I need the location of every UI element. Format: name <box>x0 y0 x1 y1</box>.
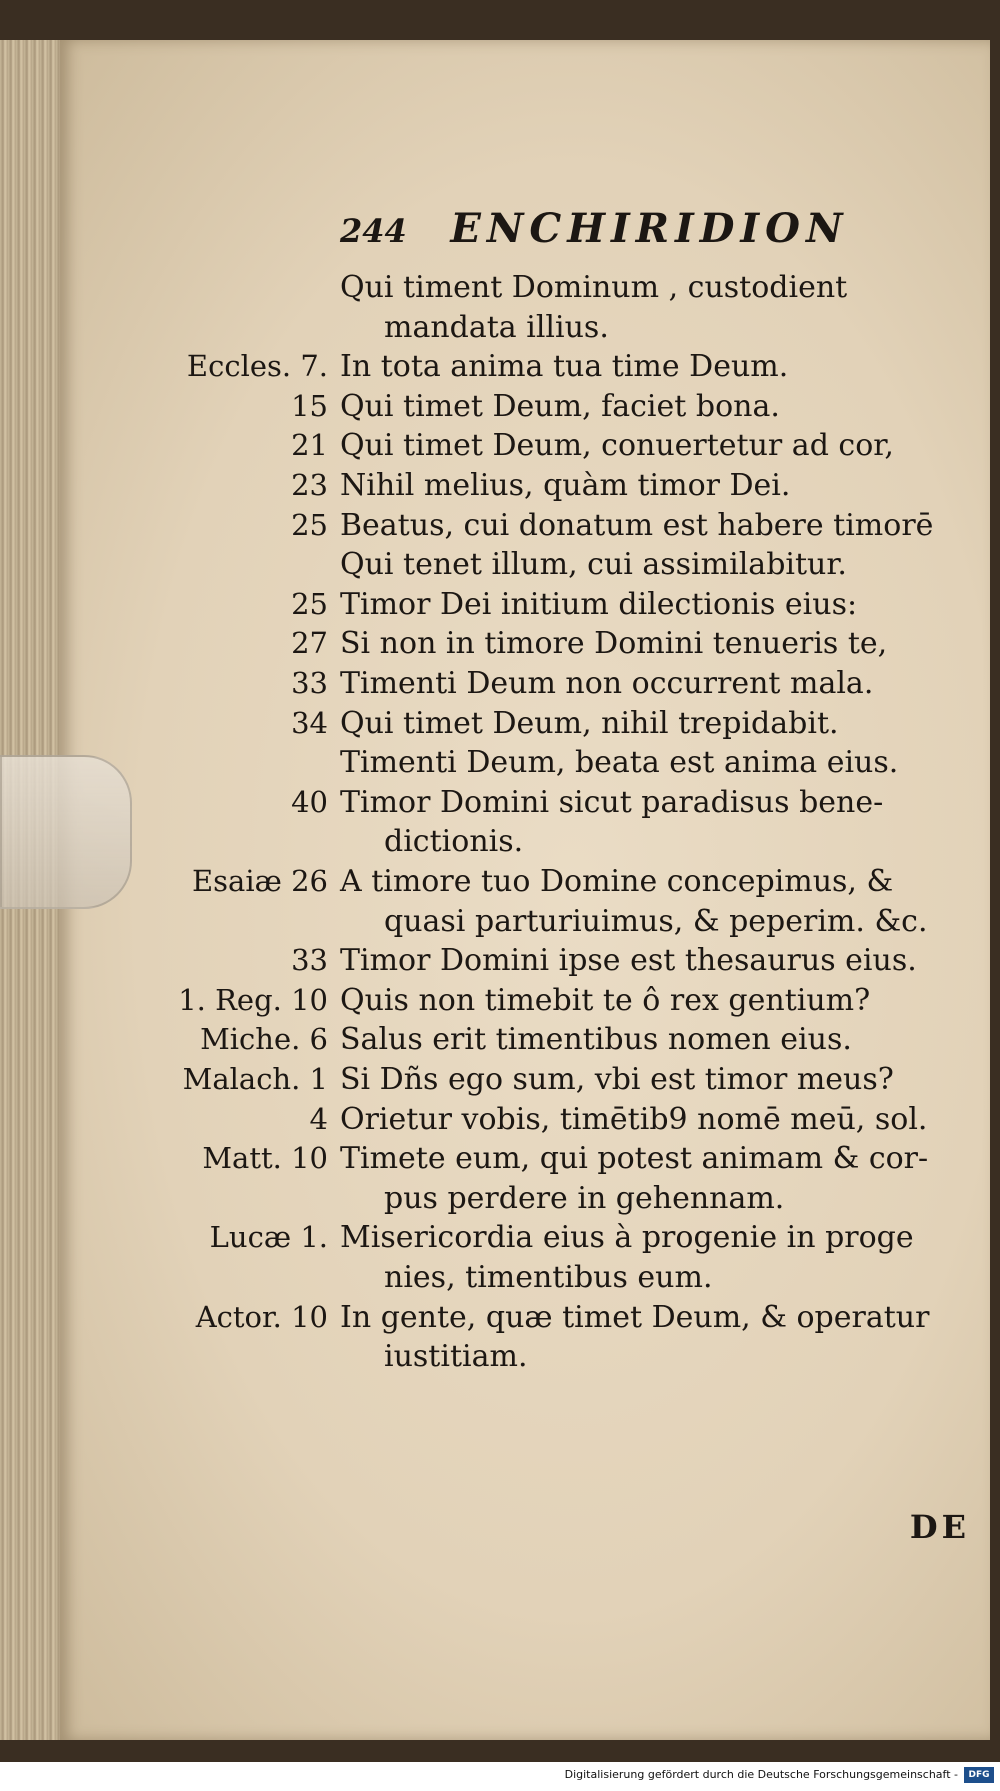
text-row <box>0 1260 1000 1300</box>
text-line: A timore tuo Domine concepimus, & <box>340 864 894 899</box>
text-line: iustitiam. <box>384 1339 528 1375</box>
text-line: Si Dñs ego sum, vbi est timor meus? <box>340 1062 894 1097</box>
text-line: quasi parturiuimus, & peperim. &c. <box>384 903 928 939</box>
text-row <box>0 428 1000 468</box>
margin-reference: 25 <box>291 507 328 542</box>
margin-reference: 23 <box>291 468 328 502</box>
margin-reference: 15 <box>291 388 328 423</box>
text-line: Timenti Deum non occurrent mala. <box>340 666 874 701</box>
text-line: Timor Dei initium dilectionis eius: <box>340 586 858 622</box>
margin-reference: 4 <box>309 1101 328 1136</box>
text-row <box>0 1062 1000 1102</box>
text-line: Si non in timore Domini tenueris te, <box>340 626 888 662</box>
text-line: Timete eum, qui potest animam & cor- <box>340 1141 929 1177</box>
text-row <box>0 389 1000 429</box>
text-row <box>0 310 1000 350</box>
text-line: Timenti Deum, beata est anima eius. <box>340 745 899 781</box>
text-row <box>0 1022 1000 1062</box>
text-line: Qui timent Dominum , custodient <box>340 270 848 305</box>
margin-reference: 25 <box>291 586 328 621</box>
text-line: Quis non timebit te ô rex gentium? <box>340 982 871 1018</box>
margin-reference: 21 <box>291 428 328 463</box>
text-row <box>0 508 1000 548</box>
text-line: nies, timentibus eum. <box>384 1260 713 1295</box>
text-line: In gente, quæ timet Deum, & operatur <box>340 1299 930 1335</box>
dfg-logo: DFG <box>964 1767 994 1783</box>
text-row <box>0 270 1000 310</box>
text-line: In tota anima tua time Deum. <box>340 349 789 385</box>
margin-reference: Esaiæ 26 <box>192 864 328 898</box>
margin-reference: Matt. 10 <box>202 1141 328 1176</box>
text-line: Nihil melius, quàm timor Dei. <box>340 468 791 503</box>
margin-reference: Actor. 10 <box>195 1299 328 1334</box>
text-row <box>0 904 1000 944</box>
margin-reference: 33 <box>291 943 328 978</box>
text-line: Qui timet Deum, faciet bona. <box>340 388 780 424</box>
text-line: Salus erit timentibus nomen eius. <box>340 1022 852 1058</box>
text-row <box>0 943 1000 983</box>
text-row <box>0 745 1000 785</box>
margin-reference: 1. Reg. 10 <box>178 982 328 1017</box>
text-line: Qui timet Deum, conuertetur ad cor, <box>340 428 894 464</box>
text-row <box>0 1300 1000 1340</box>
text-line: Qui tenet illum, cui assimilabitur. <box>340 547 847 583</box>
margin-reference: 33 <box>291 666 328 700</box>
text-line: mandata illius. <box>384 309 609 345</box>
page-header <box>340 205 900 252</box>
running-title: ENCHIRIDION <box>450 205 849 252</box>
text-row <box>0 706 1000 746</box>
text-row <box>0 1220 1000 1260</box>
margin-reference: 40 <box>291 784 328 819</box>
text-row <box>0 824 1000 864</box>
text-line: Misericordia eius à progenie in proge <box>340 1220 914 1256</box>
page-number: 244 <box>340 212 407 250</box>
text-row <box>0 1141 1000 1181</box>
text-row <box>0 983 1000 1023</box>
text-line: pus perdere in gehennam. <box>384 1180 785 1216</box>
text-row <box>0 626 1000 666</box>
text-row <box>0 547 1000 587</box>
text-row <box>0 1181 1000 1221</box>
margin-reference: 34 <box>291 705 328 740</box>
text-row <box>0 1102 1000 1142</box>
footer-credit: Digitalisierung gefördert durch die Deutsche Forschungsgemeinschaft - <box>564 1768 958 1781</box>
margin-reference: Malach. 1 <box>182 1062 328 1096</box>
text-row <box>0 468 1000 508</box>
text-line: dictionis. <box>384 824 524 860</box>
text-line: Beatus, cui donatum est habere timorē <box>340 507 934 543</box>
text-line: Timor Domini sicut paradisus bene- <box>340 784 884 820</box>
text-row <box>0 666 1000 706</box>
margin-reference: Eccles. 7. <box>186 349 328 384</box>
margin-reference: Miche. 6 <box>200 1022 328 1057</box>
text-row <box>0 349 1000 389</box>
text-line: Timor Domini ipse est thesaurus eius. <box>340 943 917 979</box>
margin-reference: Lucæ 1. <box>209 1220 328 1255</box>
text-line: Orietur vobis, timētib9 nomē meū, sol. <box>340 1101 928 1137</box>
text-row <box>0 785 1000 825</box>
footer-bar <box>0 1762 1000 1791</box>
text-row <box>0 1339 1000 1379</box>
margin-reference: 27 <box>291 626 328 661</box>
text-line: Qui timet Deum, nihil trepidabit. <box>340 705 839 741</box>
text-row <box>0 587 1000 627</box>
text-row <box>0 864 1000 904</box>
catchword: DE <box>909 1508 970 1546</box>
